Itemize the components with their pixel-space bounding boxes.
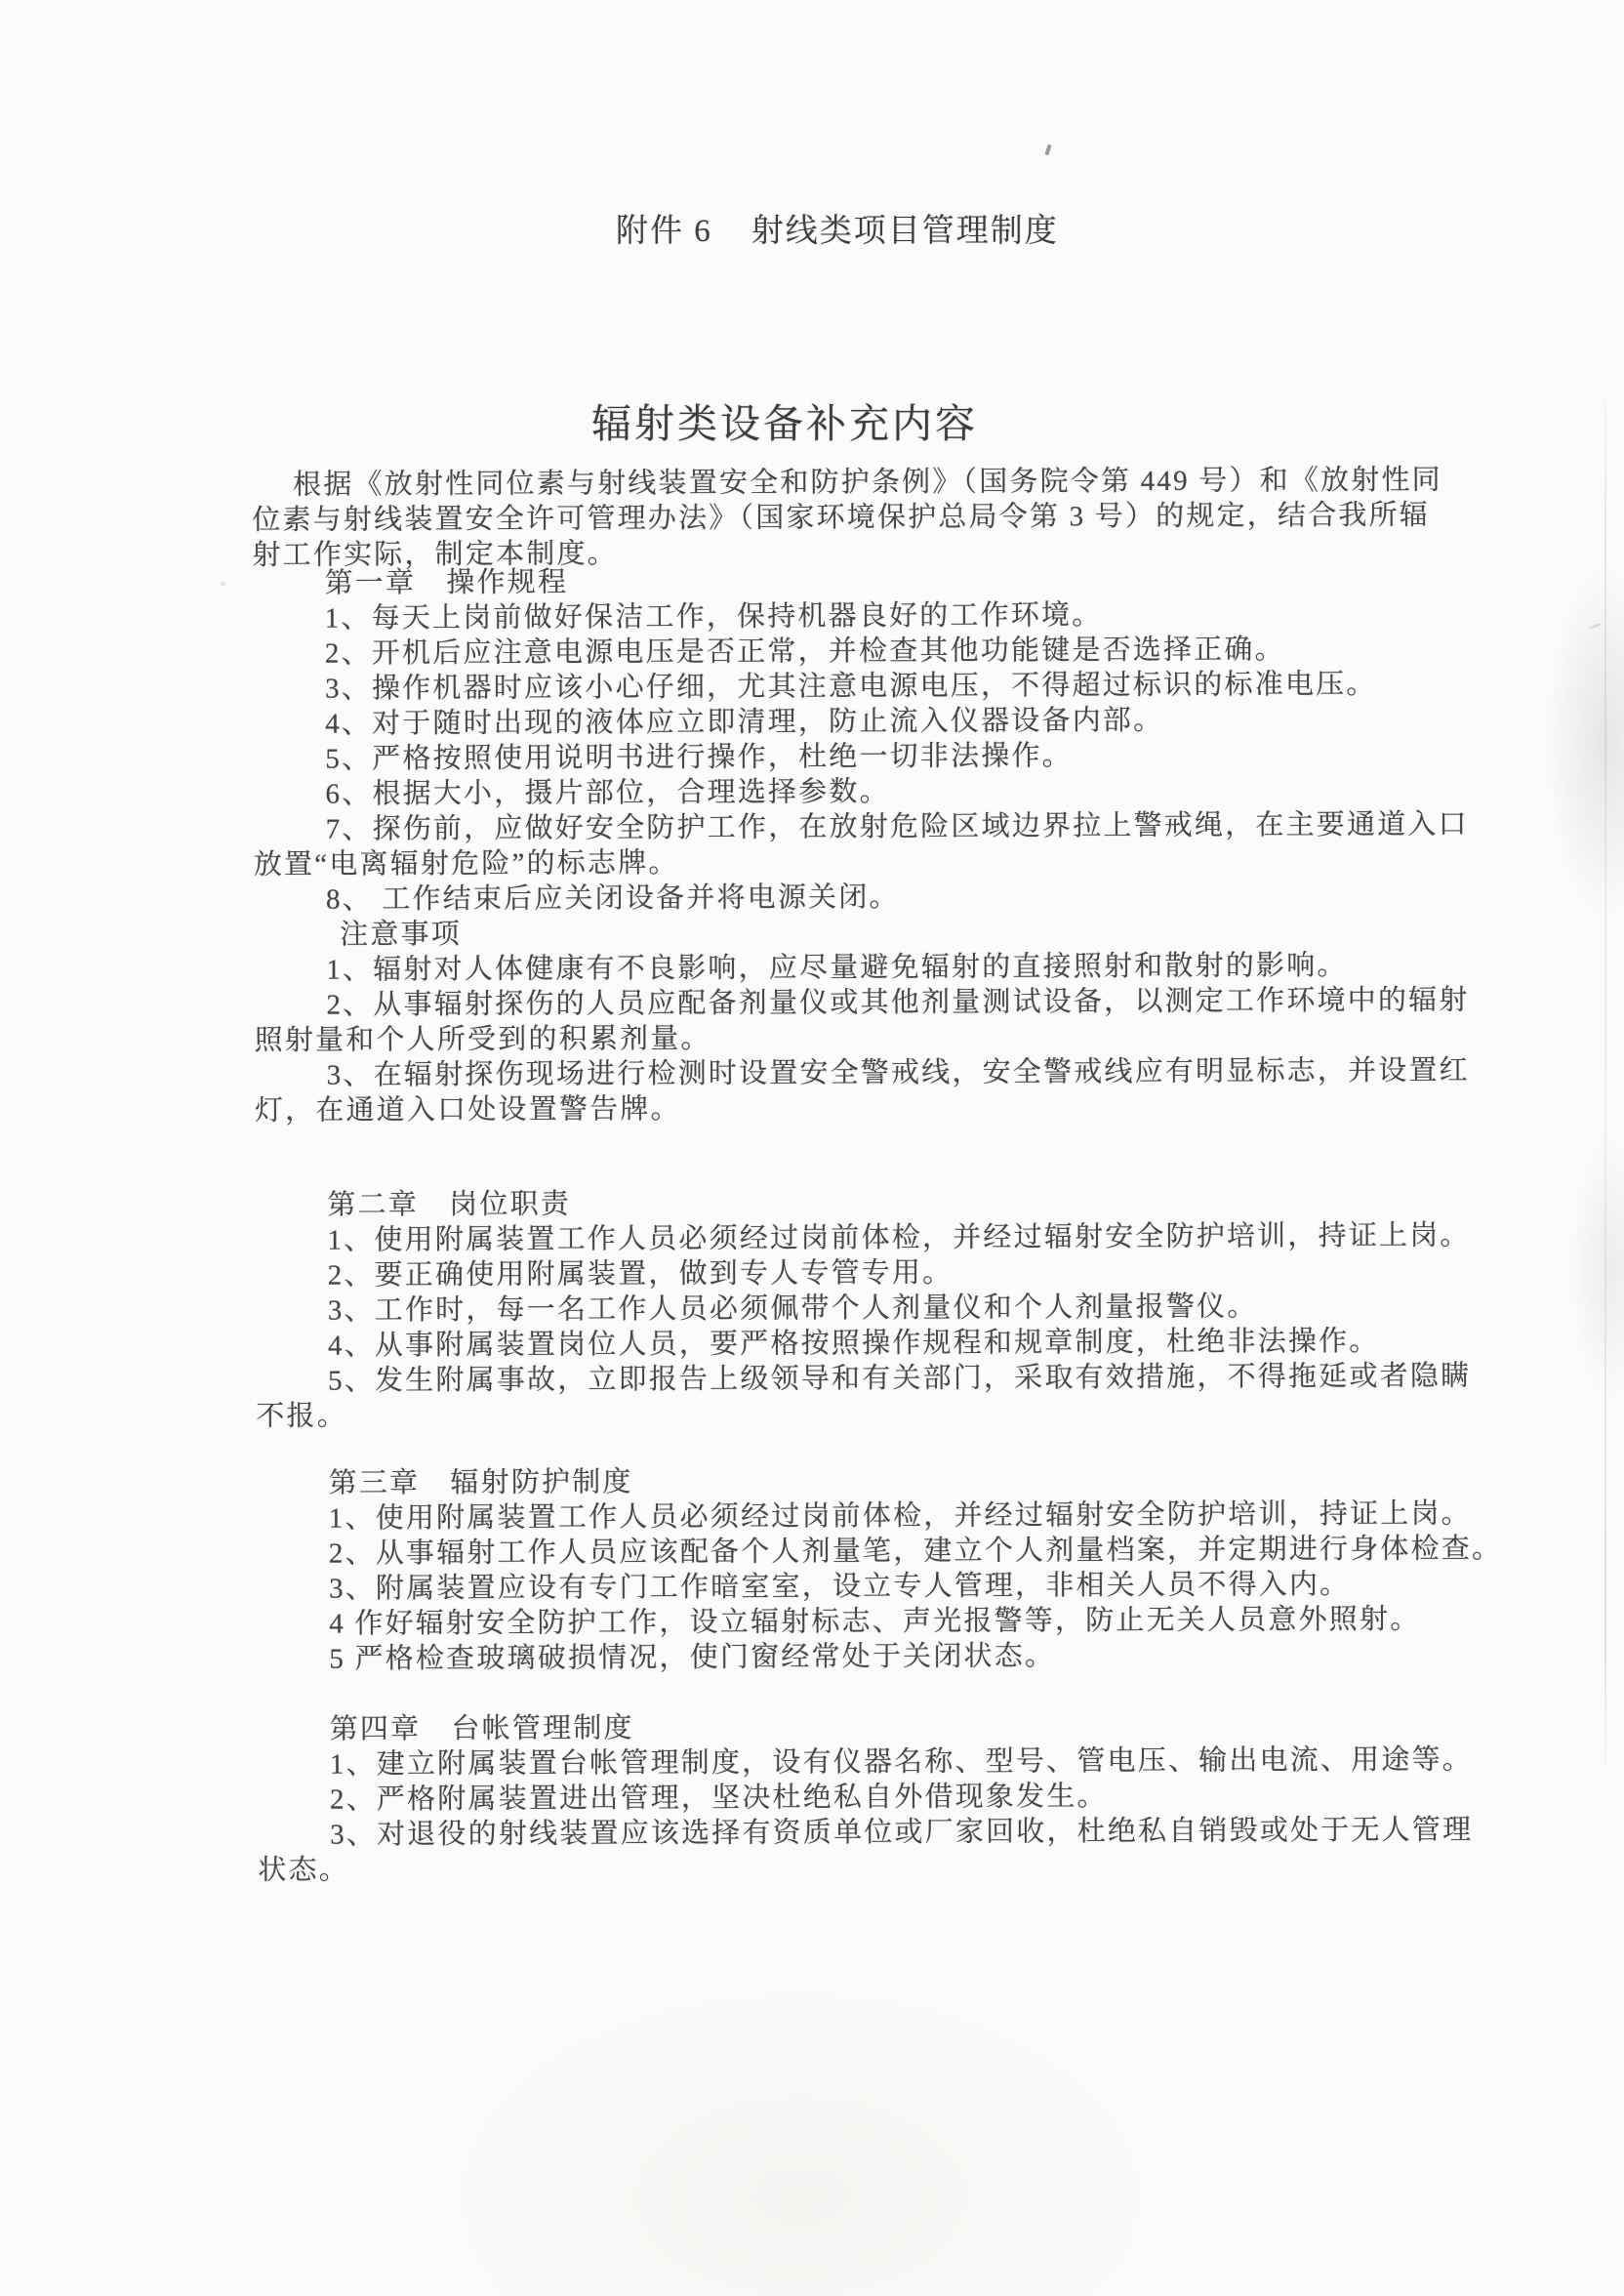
list-item-line: 8、 工作结束后应关闭设备并将电源关闭。 [325, 882, 900, 916]
list-item-line: 6、根据大小，摄片部位，合理选择参数。 [325, 776, 890, 810]
chapter-3-radiation-protection [257, 1460, 1503, 1676]
attachment-title: 射线类项目管理制度 [751, 213, 1059, 249]
chapter-2-post-duties [255, 1182, 1485, 1433]
list-item-line: 1、建立附属装置台帐管理制度，设有仪器名称、型号、管电压、输出电流、用途等。 [329, 1743, 1474, 1781]
scan-speck [221, 582, 225, 586]
note-item-line: 1、辐射对人体健康有不良影响，应尽量避免辐射的直接照射和散射的影响。 [326, 950, 1348, 986]
notes-heading: 注意事项 [340, 919, 463, 951]
scan-edge-streak [1604, 371, 1606, 1786]
list-item-line: 3、附属装置应设有专门工作暗室室，设立专人管理，非相关人员不得入内。 [328, 1569, 1351, 1605]
intro-line: 射工作实际，制定本制度。 [252, 538, 618, 571]
chapter-heading: 第四章 台帐管理制度 [329, 1712, 634, 1745]
continuation-line: 灯，在通道入口处设置警告牌。 [254, 1093, 681, 1127]
list-item-line: 2、严格附属装置进出管理，坚决杜绝私自外借现象发生。 [329, 1781, 1108, 1816]
list-item-line: 4 作好辐射安全防护工作，设立辐射标志、声光报警等，防止无关人员意外照射。 [329, 1603, 1421, 1640]
continuation-line: 不报。 [256, 1400, 347, 1432]
list-item-line: 4、对于随时出现的液体应立即清理，防止流入仪器设备内部。 [325, 704, 1164, 740]
chapter-heading: 第一章 操作规程 [324, 566, 569, 599]
list-item-line: 5、发生附属事故，立即报告上级领导和有关部门，采取有效措施，不得拖延或者隐瞒 [328, 1360, 1472, 1397]
chapter-heading: 第三章 辐射防护制度 [328, 1466, 633, 1499]
list-item-line: 3、工作时，每一名工作人员必须佩带个人剂量仪和个人剂量报警仪。 [327, 1291, 1258, 1327]
document-body [250, 0, 1503, 2296]
list-item-line: 5、严格按照使用说明书进行操作，杜绝一切非法操作。 [325, 740, 1073, 775]
list-item-line: 1、每天上岗前做好保洁工作，保持机器良好的工作环境。 [324, 599, 1103, 635]
intro-line: 位素与射线装置安全许可管理办法》（国家环境保护总局令第 3 号）的规定，结合我所辐 [252, 499, 1431, 536]
intro-line: 根据《放射性同位素与射线装置安全和防护条例》（国务院令第 449 号）和《放射性同 [293, 464, 1442, 501]
scan-speck [1588, 623, 1602, 631]
document-heading: 辐射类设备补充内容 [591, 401, 978, 446]
list-item-line: 1、使用附属装置工作人员必须经过岗前体检，并经过辐射安全防护培训，持证上岗。 [328, 1497, 1472, 1535]
note-item-line: 3、在辐射探伤现场进行检测时设置安全警戒线，安全警戒线应有明显标志，并设置红 [326, 1054, 1470, 1091]
list-item-line: 2、要正确使用附属装置，做到专人专管专用。 [327, 1256, 954, 1292]
continuation-line: 照射量和个人所受到的积累剂量。 [254, 1022, 711, 1056]
list-item-line: 4、从事附属装置岗位人员，要严格按照操作规程和规章制度，杜绝非法操作。 [327, 1325, 1380, 1362]
note-item-line: 2、从事辐射探伤的人员应配备剂量仪或其他剂量测试设备，以测定工作环境中的辐射 [326, 984, 1470, 1021]
continuation-line: 放置“电离辐射危险”的标志牌。 [253, 847, 679, 881]
chapter-heading: 第二章 岗位职责 [327, 1188, 572, 1221]
intro-paragraph [252, 463, 1482, 573]
continuation-line: 状态。 [258, 1854, 349, 1886]
list-item-line: 1、使用附属装置工作人员必须经过岗前体检，并经过辐射安全防护培训，持证上岗。 [327, 1219, 1471, 1256]
chapter-1-operating-rules [252, 561, 1484, 1128]
list-item-line: 7、探伤前，应做好安全防护工作，在放射危险区域边界拉上警戒绳，在主要通道入口 [325, 808, 1469, 845]
attachment-label: 附件 6 [616, 213, 712, 249]
list-item-line: 3、操作机器时应该小心仔细，尤其注意电源电压，不得超过标识的标准电压。 [324, 668, 1377, 705]
list-item-line: 3、对退役的射线装置应该选择有资质单位或厂家回收，杜绝私自销毁或处于无人管理 [330, 1814, 1474, 1851]
list-item-line: 2、开机后应注意电源电压是否正常，并检查其他功能键是否选择正确。 [324, 634, 1285, 670]
list-item-line: 2、从事辐射工作人员应该配备个人剂量笔，建立个人剂量档案，并定期进行身体检查。 [328, 1533, 1503, 1570]
list-item-line: 5 严格检查玻璃破损情况，使门窗经常处于关闭状态。 [329, 1640, 1056, 1675]
chapter-4-ledger-management [258, 1706, 1488, 1887]
